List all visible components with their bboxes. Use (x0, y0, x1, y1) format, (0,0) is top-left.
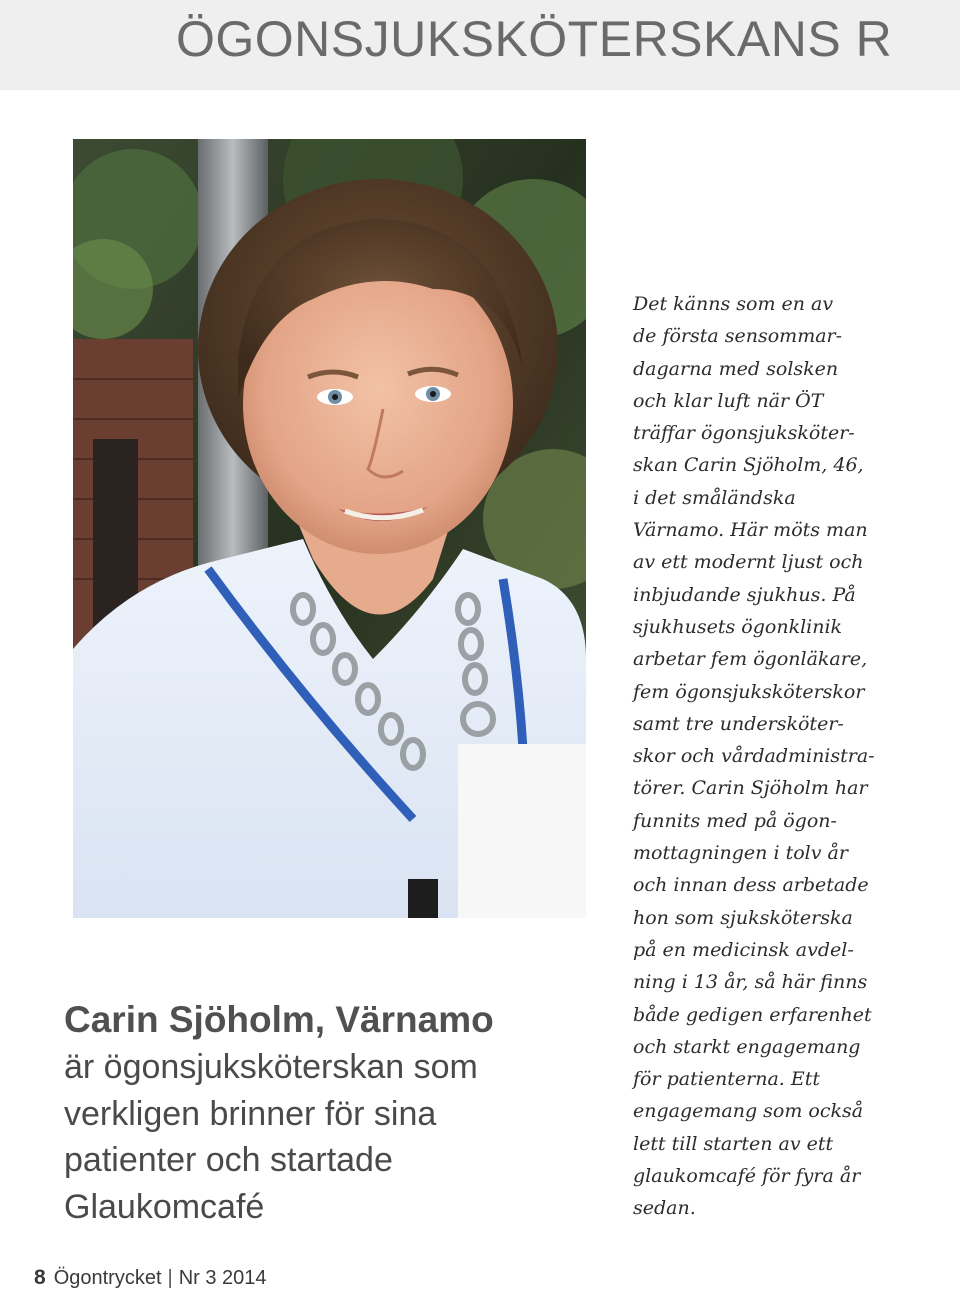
lead-line: på en medicinsk avdel- (633, 938, 854, 961)
lead-line: sedan. (633, 1197, 696, 1220)
lead-line: av ett modernt ljust och (633, 551, 864, 574)
lead-line: arbetar fem ögonläkare, (633, 648, 868, 671)
headline-subtitle-line: verkligen brinner för sina (64, 1094, 437, 1133)
page-number: 8 (34, 1266, 46, 1289)
lead-line: mottagningen i tolv år (633, 842, 848, 865)
lead-line: dagarna med solsken (633, 357, 839, 380)
headline-subtitle-line: patienter och startade (64, 1141, 393, 1179)
headline-subtitle-line: är ögonsjuksköterskan som (64, 1048, 478, 1086)
lead-line: lett till starten av ett (633, 1132, 834, 1155)
lead-line: Värnamo. Här möts man (633, 519, 868, 542)
lead-line: törer. Carin Sjöholm har (633, 777, 868, 800)
headline-subtitle (64, 1044, 604, 1230)
lead-line: och innan dess arbetade (633, 874, 869, 897)
lead-line: och starkt engagemang (633, 1035, 861, 1058)
lead-line: samt tre undersköter- (633, 712, 844, 735)
lead-line: fem ögonsjuksköterskor (633, 680, 865, 703)
headline-subtitle-line: Glaukomcafé (64, 1187, 265, 1226)
lead-line: ning i 13 år, så här finns (633, 971, 868, 994)
section-title: ÖGONSJUKSKÖTERSKANS R (176, 11, 893, 67)
issue-label: Nr 3 2014 (178, 1267, 267, 1289)
lead-line: hon som sjuksköterska (633, 906, 853, 929)
lead-line: för patienterna. Ett (633, 1068, 821, 1091)
headline-name: Carin Sjöholm, Värnamo (64, 999, 494, 1040)
lead-line: skor och vårdadministra- (633, 745, 875, 768)
lead-line: både gedigen erfarenhet (633, 1003, 872, 1026)
lead-line: glaukomcafé för fyra år (633, 1165, 861, 1188)
lead-line: Det känns som en av (633, 293, 834, 315)
lead-paragraph (633, 288, 933, 1225)
lead-line: träffar ögonsjuksköter- (633, 422, 855, 445)
lead-line: sjukhusets ögonklinik (633, 615, 843, 638)
footer-separator: | (167, 1267, 173, 1289)
lead-line: skan Carin Sjöholm, 46, (633, 454, 864, 477)
lead-line: och klar luft när ÖT (633, 389, 824, 412)
lead-line: funnits med på ögon- (633, 809, 837, 832)
lead-line: inbjudande sjukhus. På (633, 583, 856, 606)
lead-line: engagemang som också (633, 1100, 864, 1123)
portrait-photo (73, 139, 586, 918)
headline (64, 996, 604, 1230)
lead-line: i det småländska (633, 486, 796, 509)
publication-name: Ögontrycket (53, 1267, 162, 1289)
page-footer (34, 1266, 267, 1290)
lead-line: de första sensommar- (633, 325, 843, 348)
